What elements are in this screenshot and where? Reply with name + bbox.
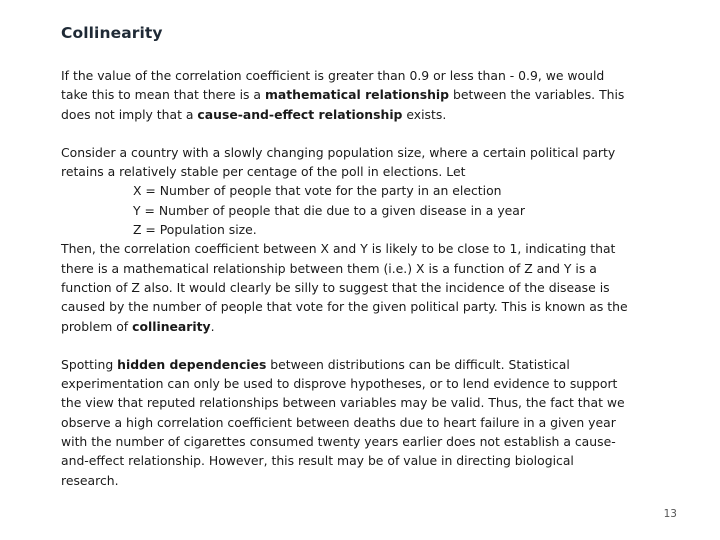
text-run: Spotting xyxy=(61,356,118,372)
bold-term: mathematical relationship xyxy=(264,87,450,103)
text-line: and-effect relationship. However, this result may be of value in directing biological xyxy=(61,453,574,469)
text-run: take this to mean that there is a xyxy=(61,87,265,103)
text-run: between the variables. This xyxy=(449,87,625,103)
text-line: If the value of the correlation coefficient is greater than 0.9 or less than - 0.9, we would xyxy=(61,68,605,83)
text-line: retains a relatively stable per centage of the poll in elections. Let xyxy=(61,164,466,180)
text-line: observe a high correlation coefficient between deaths due to heart failure in a given year xyxy=(61,414,616,430)
text-run: exists. xyxy=(402,106,447,122)
text-run: . xyxy=(210,318,215,334)
text-line: Consider a country with a slowly changing population size, where a certain political party xyxy=(61,144,616,160)
text-line: the view that reputed relationships between variables may be valid. Thus, the fact that we xyxy=(61,395,625,411)
text-run: problem of xyxy=(61,318,133,334)
paragraph-definition xyxy=(61,66,661,124)
text-line: there is a mathematical relationship between them (i.e.) X is a function of Z and Y is a xyxy=(61,260,597,276)
bold-term: hidden dependencies xyxy=(117,356,267,372)
paragraph-hidden-dependencies xyxy=(61,355,661,490)
text-line: Then, the correlation coefficient between X and Y is likely to be close to 1, indicating that xyxy=(61,241,616,257)
text-line: caused by the number of people that vote for the given political party. This is known as the xyxy=(61,299,628,315)
text-run: does not imply that a xyxy=(61,106,198,122)
text-run: between distributions can be difficult. Statistical xyxy=(266,356,570,372)
text-line xyxy=(61,317,661,336)
variable-definition-x: X = Number of people that vote for the party in an election xyxy=(133,183,502,199)
variable-definition-z: Z = Population size. xyxy=(133,222,257,238)
text-line: experimentation can only be used to disprove hypotheses, or to lend evidence to support xyxy=(61,376,618,392)
text-line xyxy=(61,105,661,124)
text-line: with the number of cigarettes consumed twenty years earlier does not establish a cause- xyxy=(61,434,616,450)
text-line xyxy=(61,355,661,374)
page-number: 13 xyxy=(663,508,677,520)
text-line: function of Z also. It would clearly be silly to suggest that the incidence of the disease is xyxy=(61,279,610,295)
text-line: research. xyxy=(61,472,119,488)
text-line xyxy=(61,85,661,104)
variable-definition-y: Y = Number of people that die due to a given disease in a year xyxy=(133,202,525,218)
slide-title: Collinearity xyxy=(61,24,163,42)
bold-term: collinearity xyxy=(132,318,211,334)
slide-body xyxy=(61,66,661,509)
paragraph-example xyxy=(61,143,661,336)
bold-term: cause-and-effect relationship xyxy=(197,106,403,122)
